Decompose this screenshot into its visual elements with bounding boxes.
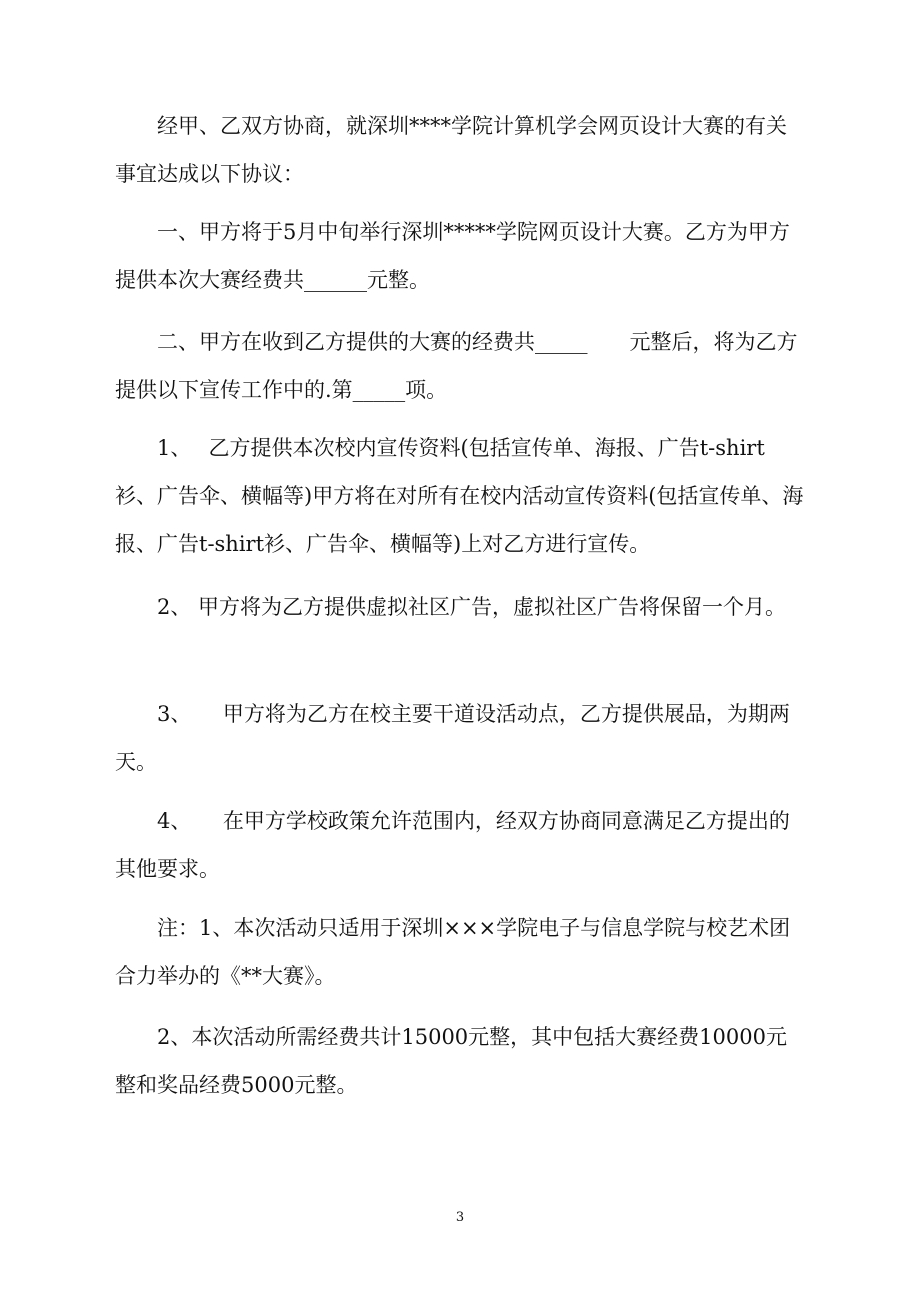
note-two-paragraph: 2、本次活动所需经费共计15000元整，其中包括大赛经费10000元整和奖品经费5000元整。 — [115, 1025, 787, 1097]
item-one-paragraph: 1、 乙方提供本次校内宣传资料(包括宣传单、海报、广告t-shirt衫、广告伞、横幅等)甲方将在对所有在校内活动宣传资料(包括宣传单、海报、广告t-shirt衫、广告伞、横幅等)上对乙方进行宣传。 — [115, 436, 804, 556]
item-two-paragraph: 2、 甲方将为乙方提供虚拟社区广告，虚拟社区广告将保留一个月。 — [157, 595, 787, 619]
page-number: 3 — [455, 1210, 465, 1225]
item-three-paragraph: 3、 甲方将为乙方在校主要干道设活动点，乙方提供展品，为期两天。 — [115, 702, 790, 774]
item-four-paragraph: 4、 在甲方学校政策允许范围内，经双方协商同意满足乙方提出的其他要求。 — [115, 809, 790, 881]
clause-one-paragraph: 一、甲方将于5月中旬举行深圳*****学院网页设计大赛。乙方为甲方提供本次大赛经费共______元整。 — [115, 220, 790, 292]
note-one-paragraph: 注：1、本次活动只适用于深圳×××学院电子与信息学院与校艺术团合力举办的《**大赛》。 — [115, 916, 791, 988]
clause-two-paragraph: 二、甲方在收到乙方提供的大赛的经费共_____ 元整后，将为乙方提供以下宣传工作中的.第_____项。 — [115, 330, 798, 402]
agreement-intro-paragraph: 经甲、乙双方协商，就深圳****学院计算机学会网页设计大赛的有关事宜达成以下协议： — [115, 114, 787, 186]
